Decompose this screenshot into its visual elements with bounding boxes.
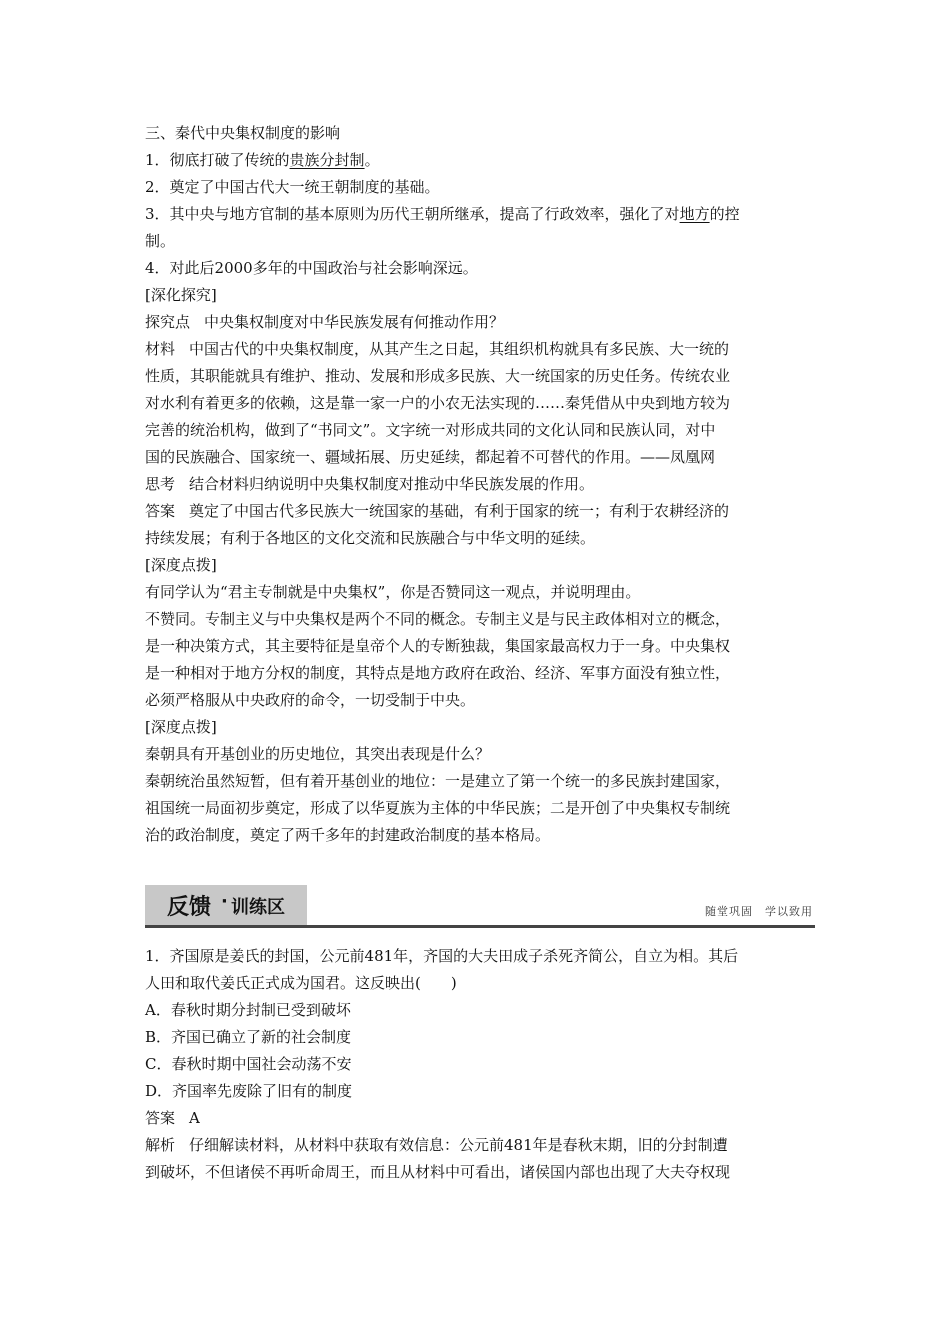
material-line: 国的民族融合、国家统一、疆域拓展、历史延续，都起着不可替代的作用。——凤凰网 xyxy=(145,448,716,466)
explore-point: 探究点 中央集权制度对中华民族发展有何推动作用？ xyxy=(145,313,505,331)
answer-line: 答案 奠定了中国古代多民族大一统国家的基础，有利于国家的统一；有利于农耕经济的 xyxy=(145,502,730,520)
deep-question: 秦朝具有开基创业的历史地位，其突出表现是什么？ xyxy=(145,745,491,763)
list-item-continuation: 制。 xyxy=(145,232,176,250)
answer-line: 持续发展；有利于各地区的文化交流和民族融合与中华文明的延续。 xyxy=(145,529,596,547)
deep-answer-line: 不赞同。专制主义与中央集权是两个不同的概念。专制主义是与民主政体相对立的概念， xyxy=(145,610,731,628)
banner-subtitle: 训练区 xyxy=(231,897,285,918)
deep-answer-line: 必须严格服从中央政府的命令，一切受制于中央。 xyxy=(145,691,476,709)
option-b: B．齐国已确立了新的社会制度 xyxy=(145,1028,352,1046)
underlined-term: 地方 xyxy=(679,205,710,223)
deep-answer-line: 治的政治制度，奠定了两千多年的封建政治制度的基本格局。 xyxy=(145,826,551,844)
analysis-line: 到破坏，不但诸侯不再听命周王，而且从材料中可看出，诸侯国内部也出现了大夫夺权现 xyxy=(145,1163,731,1181)
deep-answer-line: 是一种相对于地方分权的制度，其特点是地方政府在政治、经济、军事方面没有独立性， xyxy=(145,664,731,682)
list-item: 3．其中央与地方官制的基本原则为历代王朝所继承，提高了行政效率，强化了对地方的控 xyxy=(145,205,740,223)
list-item: 2．奠定了中国古代大一统王朝制度的基础。 xyxy=(145,178,440,196)
exercise-question-line: 人田和取代姜氏正式成为国君。这反映出( ) xyxy=(145,974,457,992)
material-line: 性质，其职能就具有维护、推动、发展和形成多民族、大一统国家的历史任务。传统农业 xyxy=(145,367,731,385)
banner-rule xyxy=(145,925,815,928)
section-title: 三、秦代中央集权制度的影响 xyxy=(145,124,341,142)
banner-dot: · xyxy=(221,891,228,912)
banner-slogan: 随堂巩固 学以致用 xyxy=(705,905,813,918)
deep-header: [深度点拨] xyxy=(145,556,217,574)
material-line: 材料 中国古代的中央集权制度，从其产生之日起，其组织机构就具有多民族、大一统的 xyxy=(145,340,730,358)
deep-header: [深度点拨] xyxy=(145,718,217,736)
deep-answer-line: 是一种决策方式，其主要特征是皇帝个人的专断独裁，集国家最高权力于一身。中央集权 xyxy=(145,637,731,655)
material-line: 对水利有着更多的依赖，这是靠一家一户的小农无法实现的……秦凭借从中央到地方较为 xyxy=(145,394,731,412)
option-a: A．春秋时期分封制已受到破坏 xyxy=(145,1001,351,1019)
deep-answer-line: 秦朝统治虽然短暂，但有着开基创业的地位：一是建立了第一个统一的多民族封建国家， xyxy=(145,772,731,790)
material-line: 完善的统治机构，做到了“书同文”。文字统一对形成共同的文化认同和民族认同，对中 xyxy=(145,421,716,439)
option-c: C．春秋时期中国社会动荡不安 xyxy=(145,1055,352,1073)
explore-header: [深化探究] xyxy=(145,286,217,304)
list-item: 4．对此后2000多年的中国政治与社会影响深远。 xyxy=(145,259,478,277)
deep-answer-line: 祖国统一局面初步奠定，形成了以华夏族为主体的中华民族；二是开创了中央集权专制统 xyxy=(145,799,731,817)
list-item: 1．彻底打破了传统的贵族分封制。 xyxy=(145,151,380,169)
deep-question: 有同学认为“君主专制就是中央集权”，你是否赞同这一观点，并说明理由。 xyxy=(145,583,641,601)
exercise-answer: 答案 A xyxy=(145,1109,200,1127)
think-line: 思考 结合材料归纳说明中央集权制度对推动中华民族发展的作用。 xyxy=(145,475,595,493)
feedback-banner xyxy=(145,885,815,929)
document-page xyxy=(145,120,815,1186)
underlined-term: 贵族分封制 xyxy=(289,151,365,169)
banner-title: 反馈 xyxy=(167,895,212,920)
exercise-question-line: 1．齐国原是姜氏的封国，公元前481年，齐国的大夫田成子杀死齐简公，自立为相。其后 xyxy=(145,947,739,965)
analysis-line: 解析 仔细解读材料，从材料中获取有效信息：公元前481年是春秋末期，旧的分封制遭 xyxy=(145,1136,728,1154)
option-d: D．齐国率先废除了旧有的制度 xyxy=(145,1082,353,1100)
